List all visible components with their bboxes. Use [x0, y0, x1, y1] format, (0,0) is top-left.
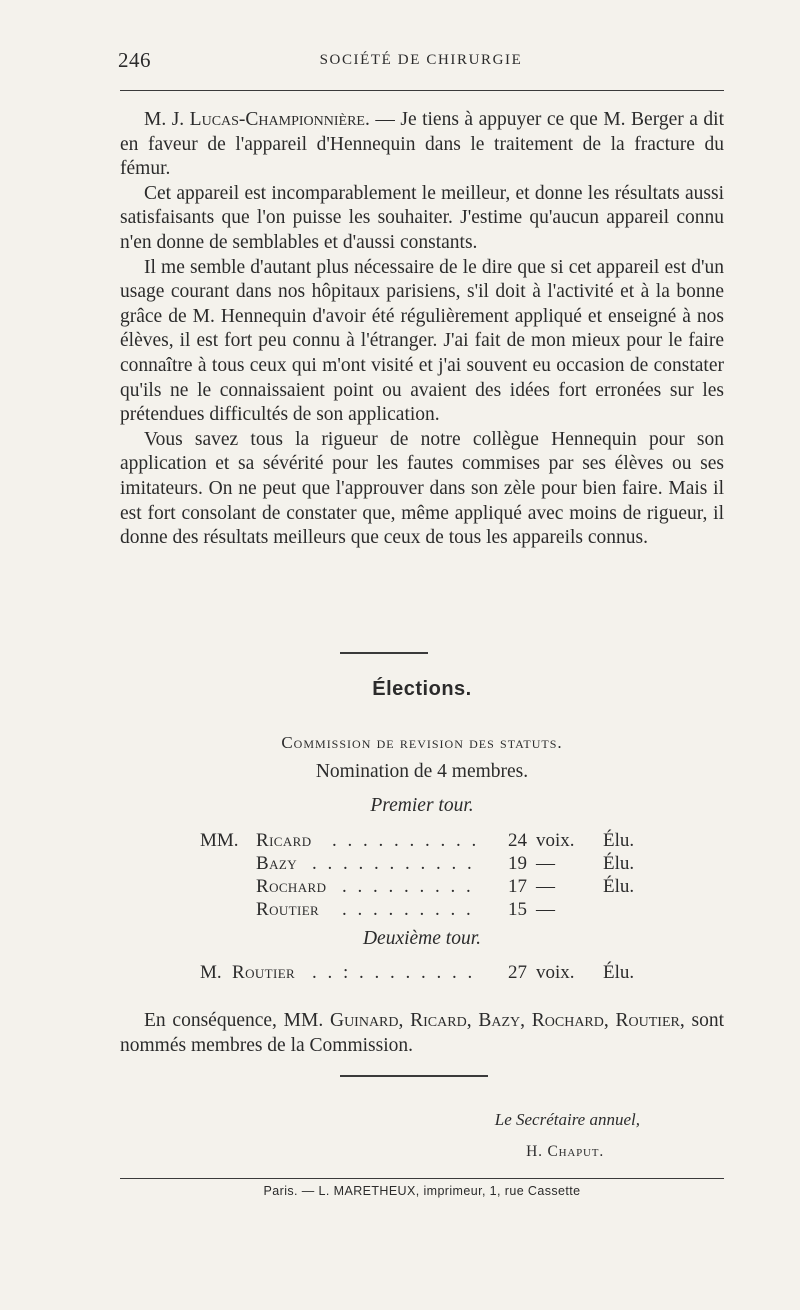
- vote-prefix: M.: [200, 962, 222, 983]
- page-number: 246: [118, 48, 151, 72]
- candidate-name: Routier: [256, 899, 320, 920]
- paragraph-3: Il me semble d'autant plus nécessaire de le dire que si cet appareil est d'un usage courant dans nos hôpitaux parisiens, s'il doit à l'activité et à la bonne grâce de M. Hennequin d'avoir été régulièrement appliqué et enseigné à nos élèves, il est fort peu connu à l'étranger. J'ai fait de mon mieux pour le faire connaître à tous ceux qui m'ont visité et j'ai souvent eu occasion de constater qu'ils ne le connaissaient point ou avaient des idées fort erronées sur les prétendues difficultés de son application.: [120, 256, 724, 426]
- vote-result: Élu.: [603, 876, 635, 897]
- vote-result: Élu.: [603, 962, 635, 983]
- vote-unit: voix.: [536, 830, 575, 851]
- vote-count: 19: [508, 853, 527, 874]
- vote-unit: —: [536, 876, 555, 897]
- vote-row: [0, 830, 800, 852]
- vote-result: Élu.: [603, 830, 635, 851]
- leader-dots: . . : . . . . . . . .: [312, 962, 476, 983]
- paragraph-1-text: — Je tiens à appuyer ce que M. Berger a dit en faveur de l'appareil d'Hennequin dans le traitement de la fracture du fémur.: [120, 109, 724, 180]
- running-head: SOCIÉTÉ DE CHIRURGIE: [319, 52, 523, 68]
- leader-dots: . . . . . . . . .: [342, 899, 474, 920]
- leader-dots: . . . . . . . . . . .: [312, 853, 475, 874]
- consequence-paragraph: [120, 1008, 724, 1058]
- header-rule: [120, 90, 724, 91]
- signature-role: Le Secrétaire annuel,: [494, 1110, 640, 1129]
- closing-divider: [340, 1075, 488, 1077]
- vote-row: [0, 876, 800, 898]
- vote-count: 17: [508, 876, 527, 897]
- vote-unit: —: [536, 899, 555, 920]
- nomination-line: Nomination de 4 membres.: [315, 761, 529, 782]
- second-round-result: [0, 962, 800, 984]
- second-round-heading: Deuxième tour.: [362, 928, 482, 949]
- vote-count: 15: [508, 899, 527, 920]
- elections-title: Élections.: [372, 678, 472, 700]
- vote-unit: —: [536, 853, 555, 874]
- paragraph-2: Cet appareil est incomparablement le meilleur, et donne les résultats aussi satisfaisants que l'on puisse les souhaiter. J'estime qu'aucun appareil connu n'en donne de semblables et d'aussi constants.: [120, 182, 724, 253]
- paragraph-1: [120, 108, 724, 182]
- page-header: [118, 48, 724, 76]
- vote-result: Élu.: [603, 853, 635, 874]
- vote-row: [0, 899, 800, 921]
- first-round-heading: Premier tour.: [370, 795, 474, 816]
- vote-prefix: MM.: [200, 830, 239, 851]
- vote-count: 24: [508, 830, 527, 851]
- speech-text: [120, 108, 724, 551]
- consequence-text: [120, 1008, 724, 1058]
- vote-row: [0, 853, 800, 875]
- leader-dots: . . . . . . . . .: [342, 876, 474, 897]
- candidate-name: Routier: [232, 962, 296, 983]
- commission-heading: Commission de revision des statuts.: [281, 733, 563, 752]
- consequence-start: En conséquence, MM.: [144, 1010, 330, 1031]
- candidate-name: Bazy: [256, 853, 297, 874]
- section-divider: [340, 652, 428, 654]
- paragraph-4: Vous savez tous la rigueur de notre collègue Hennequin pour son application et sa sévérité pour les fautes commises par ses élèves ou ses imitateurs. On ne peut que l'approuver dans son zèle pour bien faire. Mais il est fort consolant de constater que, même appliqué avec moins de rigueur, il donne des résultats meilleurs que ceux de tous les appareils connus.: [120, 428, 724, 549]
- candidate-name: Rochard: [256, 876, 327, 897]
- consequence-end: , sont nommés membres de la Commission.: [120, 1010, 725, 1056]
- speaker-name: M. J. Lucas-Championnière.: [144, 109, 370, 130]
- footer-rule: [120, 1178, 724, 1179]
- candidate-name: Ricard: [256, 830, 312, 851]
- vote-count: 27: [508, 962, 527, 983]
- elected-names: Guinard, Ricard, Bazy, Rochard, Routier: [329, 1010, 680, 1031]
- printer-imprint: Paris. — L. MARETHEUX, imprimeur, 1, rue Cassette: [263, 1184, 581, 1198]
- vote-unit: voix.: [536, 962, 575, 983]
- signature-name: H. Chaput.: [526, 1143, 604, 1160]
- leader-dots: . . . . . . . . . .: [332, 830, 480, 851]
